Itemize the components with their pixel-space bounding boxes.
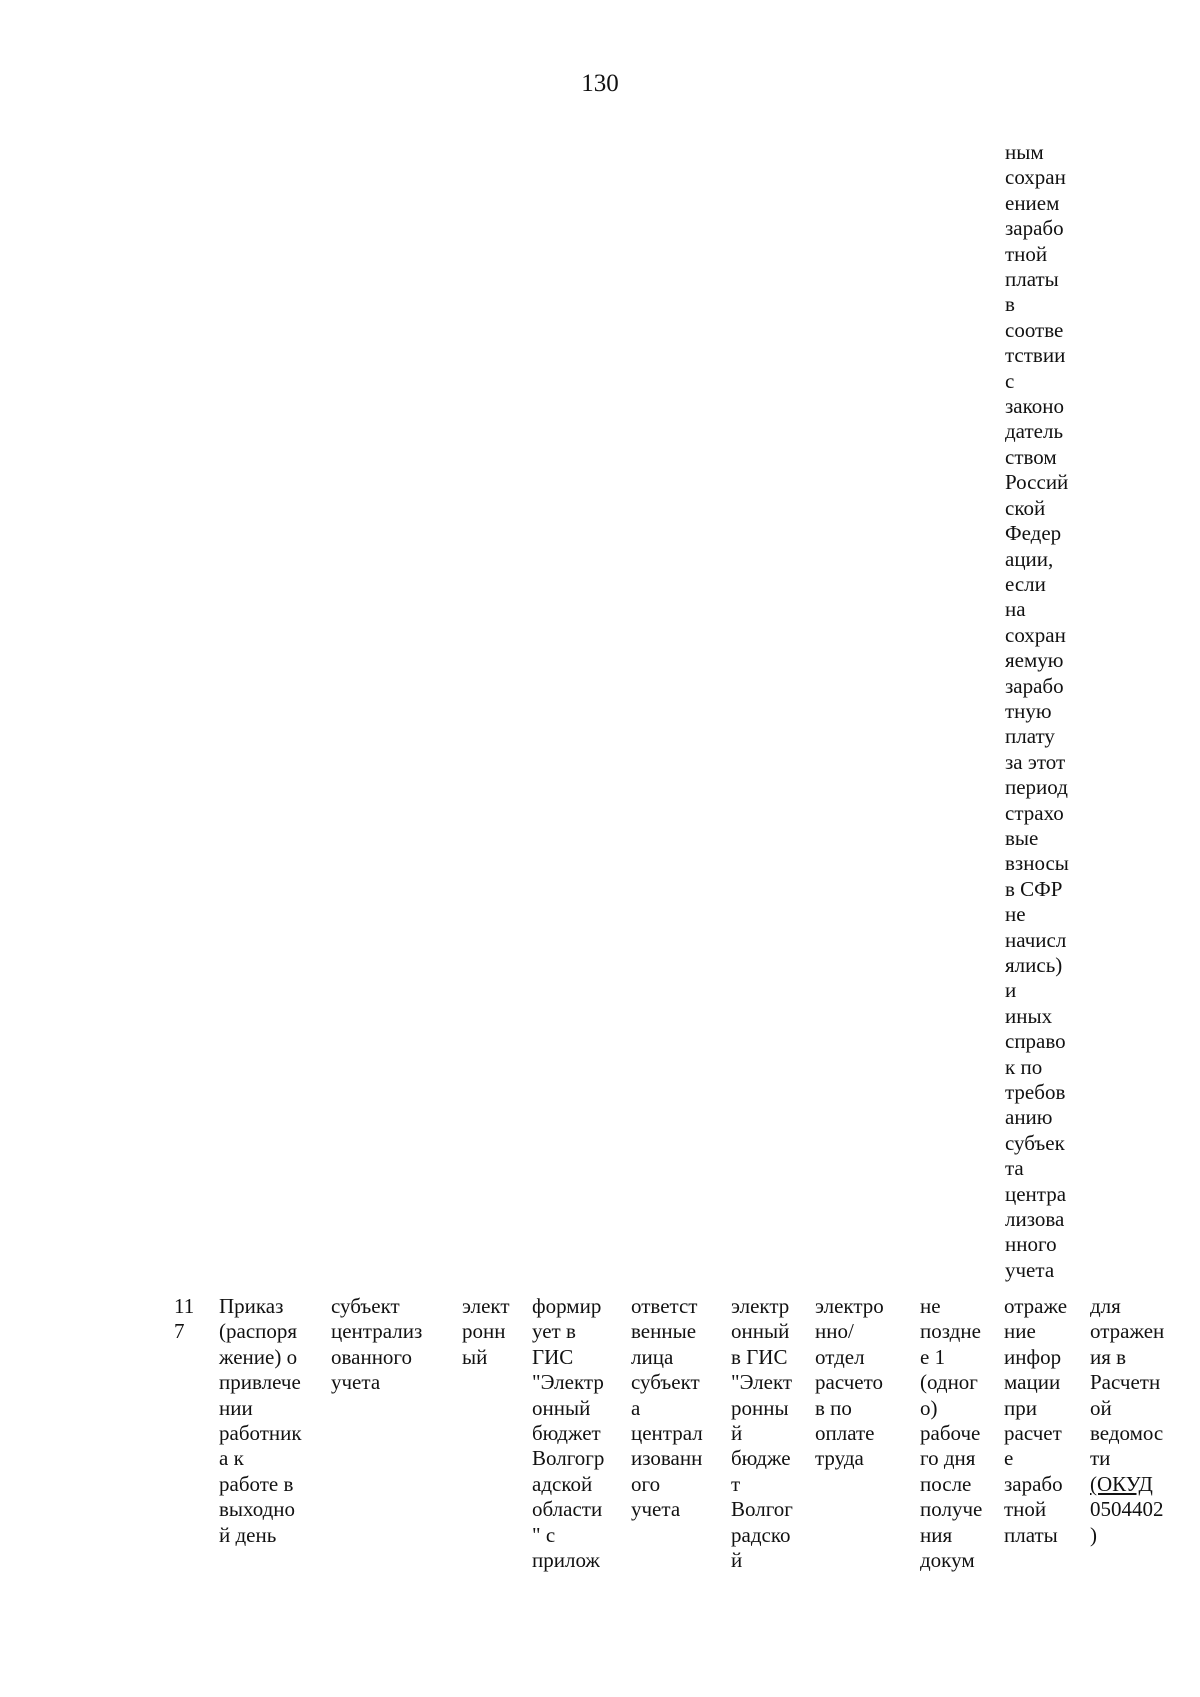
cell-action: формир ует в ГИС "Электр онный бюджет Волгогр адской области " с прилож xyxy=(532,1294,605,1573)
cell-transfer: электр онный в ГИС "Элект ронны й бюдже т Волгог радско й xyxy=(731,1294,793,1573)
row-number: 11 7 xyxy=(174,1294,195,1344)
cell-document: Приказ (распоря жение) о привлече нии работник а к работе в выходно й день xyxy=(219,1294,302,1547)
cell-deadline: не поздне е 1 (одног о) рабоче го дня после получе ния докум xyxy=(920,1294,983,1573)
page-number: 130 xyxy=(581,70,619,97)
cell-creator: субъект централиз ованного учета xyxy=(331,1294,423,1395)
cell-form: элект ронн ый xyxy=(462,1294,510,1369)
purpose-text: для отражен ия в Расчетн ой ведомос ти xyxy=(1090,1294,1165,1471)
okud-label[interactable]: (ОКУД xyxy=(1090,1471,1153,1496)
continuation-text: ным сохран ением зарабо тной платы в соотве тствии с законо датель ством Россий ской Федер ации, если на сохран яемую зарабо тную плату за этот период страхо вые взносы в СФР не начисл ялись) и иных справо к по требов анию субъек та центра лизова нного учета xyxy=(1005,140,1069,1282)
cell-recipient: электро нно/ отдел расчето в по оплате труда xyxy=(815,1294,884,1471)
cell-purpose xyxy=(1090,1294,1176,1548)
cell-reflection: отраже ние инфор мации при расчет е зарабо тной платы xyxy=(1004,1294,1068,1547)
okud-code: 0504402 ) xyxy=(1090,1497,1164,1547)
cell-responsible: ответст венные лица субъект а централ изованн ого учета xyxy=(631,1294,703,1522)
